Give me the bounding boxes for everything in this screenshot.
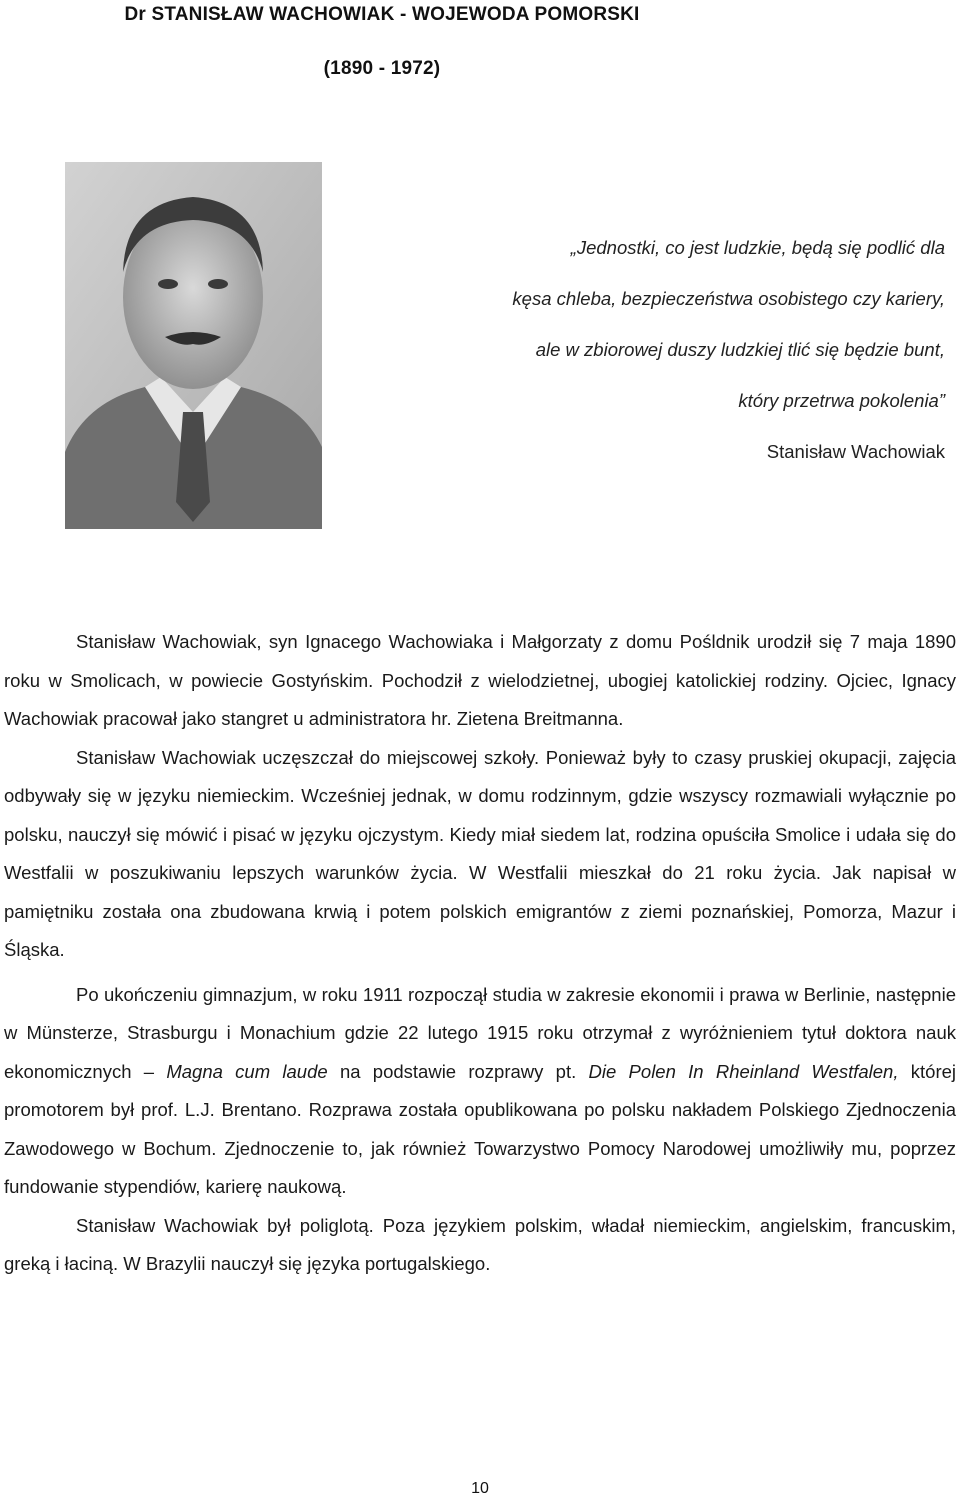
quote-line: „Jednostki, co jest ludzkie, będą się podlić dla: [570, 237, 945, 258]
paragraph: Stanisław Wachowiak, syn Ignacego Wachowiaka i Małgorzaty z domu Pośldnik urodził się 7 maja 1890 roku w Smolicach, w powiecie Gostyńskim. Pochodził z wielodzietnej, ubogiej katolickiej rodziny. Ojciec, Ignacy Wachowiak pracował jako stangret u administratora hr. Zietena Breitmanna.: [4, 631, 956, 729]
paragraph-text: na podstawie rozprawy pt.: [327, 1060, 589, 1082]
biography-text: [4, 623, 956, 1284]
quote-line: ale w zbiorowej duszy ludzkiej tlić się będzie bunt,: [535, 339, 945, 360]
quote-line: który przetrwa pokolenia”: [738, 390, 945, 411]
quote-author: Stanisław Wachowiak: [766, 441, 945, 462]
paragraph-text: której promotorem był prof. L.J. Brentano. Rozprawa została opublikowana po polsku nakładem Polskiego Zjednoczenia Zawodowego w Bochum. Zjednoczenie to, jak również Towarzystwo Pomocy Narodowej umożliwiły mu, poprzez fundowanie stypendiów, karierę naukową.: [4, 1060, 957, 1197]
epigraph-quote: [385, 222, 945, 477]
document-subtitle-dates: (1890 - 1972): [323, 58, 441, 79]
paragraph: [4, 976, 956, 1207]
paragraph: Stanisław Wachowiak uczęszczał do miejscowej szkoły. Ponieważ były to czasy pruskiej okupacji, zajęcia odbywały się w języku niemieckim. Wcześniej jednak, w domu rodzinnym, gdzie wszyscy rozmawiali wyłącznie po polsku, nauczył się mówić i pisać w języku ojczystym. Kiedy miał siedem lat, rodzina opuściła Smolice i udała się do Westfalii w poszukiwaniu lepszych warunków życia. W Westfalii mieszkał do 21 roku życia. Jak napisał w pamiętniku została ona zbudowana krwią i potem polskich emigrantów z ziemi poznańskiej, Pomorza, Mazur i Śląska.: [4, 746, 956, 960]
paragraph-text: Po ukończeniu gimnazjum, w roku 1911 rozpoczął studia w zakresie ekonomii i prawa w Berlinie, następnie w Münsterze, Strasburgu i Monachium gdzie 22 lutego 1915 roku otrzymał z wyróżnieniem tytuł doktora nauk ekonomicznych –: [4, 983, 956, 1082]
paragraph: Stanisław Wachowiak był poliglotą. Poza językiem polskim, władał niemieckim, angielskim, francuskim, greką i łaciną. W Brazylii nauczył się języka portugalskiego.: [4, 1214, 956, 1274]
dissertation-title: Die Polen In Rheinland Westfalen,: [588, 1060, 899, 1082]
document-title: Dr STANISŁAW WACHOWIAK - WOJEWODA POMORSKI: [124, 4, 640, 25]
portrait-photo: [65, 162, 322, 529]
quote-line: kęsa chleba, bezpieczeństwa osobistego czy kariery,: [512, 288, 945, 309]
latin-phrase: Magna cum laude: [166, 1060, 328, 1082]
page-number: 10: [471, 1480, 489, 1497]
